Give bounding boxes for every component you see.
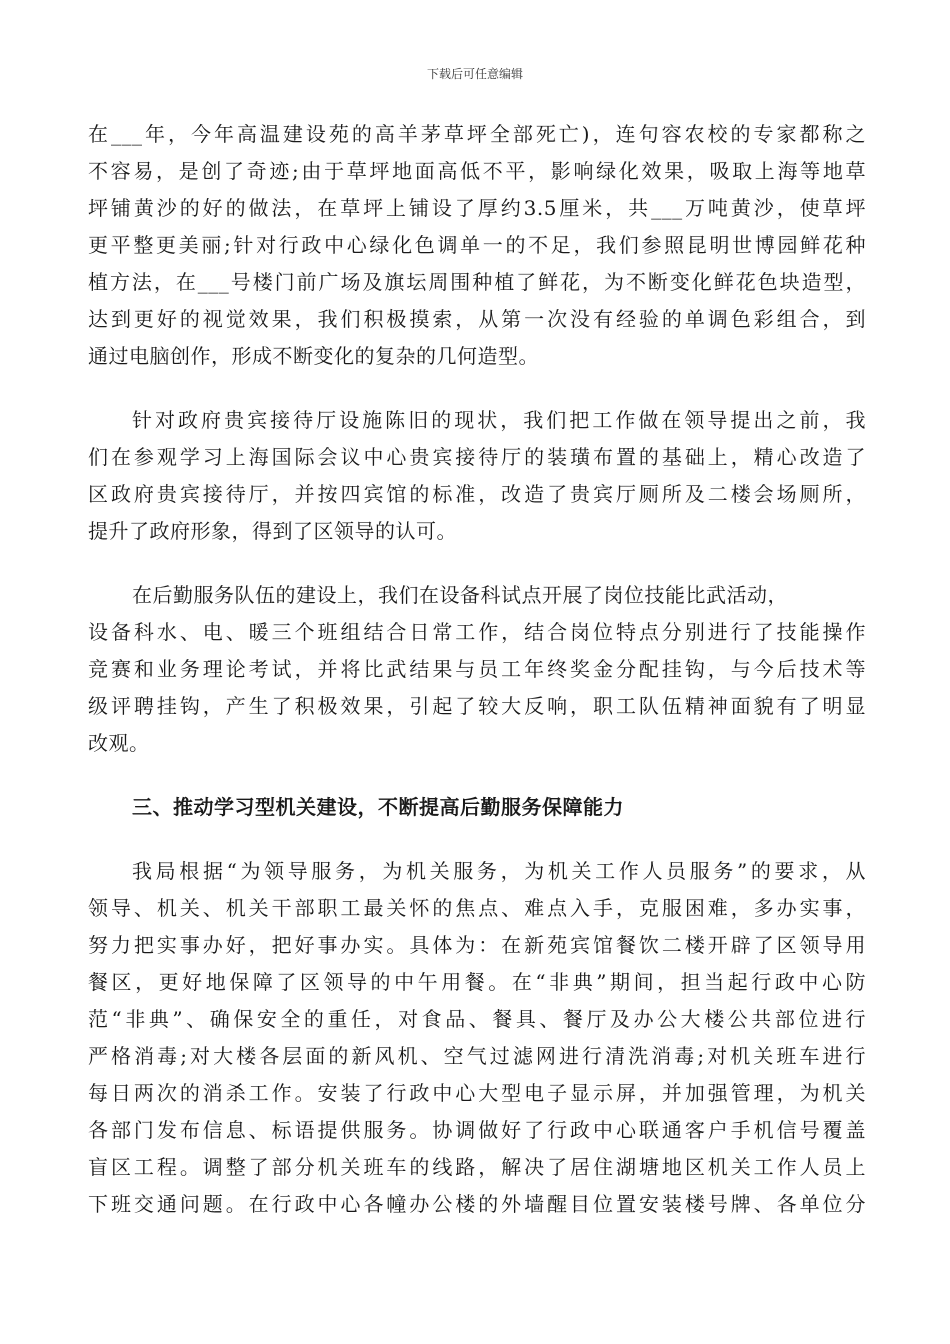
paragraph-2 <box>88 402 866 550</box>
text-line: 严格消毒;对大楼各层面的新风机、空气过滤网进行清洗消毒;对机关班车进行 <box>88 1044 866 1068</box>
text-line: 不容易，是创了奇迹;由于草坪地面高低不平，影响绿化效果，吸取上海等地草 <box>88 159 866 183</box>
paragraph-3 <box>88 577 866 762</box>
text-line: 针对政府贵宾接待厅设施陈旧的现状，我们把工作做在领导提出之前，我 <box>132 408 866 432</box>
paragraph-4 <box>88 853 866 1223</box>
text-line: 盲区工程。调整了部分机关班车的线路，解决了居住湖塘地区机关工作人员上 <box>88 1155 866 1179</box>
section-heading: 三、推动学习型机关建设，不断提高后勤服务保障能力 <box>132 795 624 819</box>
text-line: 下班交通问题。在行政中心各幢办公楼的外墙醒目位置安装楼号牌、各单位分 <box>88 1192 866 1216</box>
text-line: 我局根据“为领导服务，为机关服务，为机关工作人员服务”的要求，从 <box>132 859 866 883</box>
text-line: 设备科水、电、暖三个班组结合日常工作，结合岗位特点分别进行了技能操作 <box>88 620 866 644</box>
text-line: 植方法，在___号楼门前广场及旗坛周围种植了鲜花，为不断变化鲜花色块造型， <box>88 270 866 294</box>
text-line: 各部门发布信息、标语提供服务。协调做好了行政中心联通客户手机信号覆盖 <box>88 1118 866 1142</box>
text-line: 区政府贵宾接待厅，并按四宾馆的标准，改造了贵宾厅厕所及二楼会场厕所， <box>88 482 866 506</box>
text-line: 改观。 <box>88 731 150 755</box>
text-line: 达到更好的视觉效果，我们积极摸索，从第一次没有经验的单调色彩组合，到 <box>88 307 866 331</box>
paragraph-1 <box>88 116 866 375</box>
text-line: 每日两次的消杀工作。安装了行政中心大型电子显示屏，并加强管理，为机关 <box>88 1081 866 1105</box>
text-line: 领导、机关、机关干部职工最关怀的焦点、难点入手，克服困难，多办实事， <box>88 896 866 920</box>
text-line: 更平整更美丽;针对行政中心绿化色调单一的不足，我们参照昆明世博园鲜花种 <box>88 233 866 257</box>
text-line: 范“非典”、确保安全的重任，对食品、餐具、餐厅及办公大楼公共部位进行 <box>88 1007 866 1031</box>
text-line: 提升了政府形象，得到了区领导的认可。 <box>88 519 457 543</box>
document-body <box>88 116 866 1223</box>
text-line: 在后勤服务队伍的建设上，我们在设备科试点开展了岗位技能比武活动， <box>132 583 788 607</box>
text-line: 竞赛和业务理论考试，并将比武结果与员工年终奖金分配挂钩，与今后技术等 <box>88 657 866 681</box>
text-line: 努力把实事办好，把好事办实。具体为：在新苑宾馆餐饮二楼开辟了区领导用 <box>88 933 866 957</box>
text-line: 在___年，今年高温建设苑的高羊茅草坪全部死亡)，连句容农校的专家都称之 <box>88 122 866 146</box>
page-header: 下载后可任意编辑 <box>426 67 523 81</box>
text-line: 通过电脑创作，形成不断变化的复杂的几何造型。 <box>88 344 539 368</box>
text-line: 餐区，更好地保障了区领导的中午用餐。在“非典”期间，担当起行政中心防 <box>88 970 866 994</box>
text-line: 级评聘挂钩，产生了积极效果，引起了较大反响，职工队伍精神面貌有了明显 <box>88 694 866 718</box>
text-line: 们在参观学习上海国际会议中心贵宾接待厅的装璜布置的基础上，精心改造了 <box>88 445 866 469</box>
text-line: 坪铺黄沙的好的做法，在草坪上铺设了厚约3.5厘米，共___万吨黄沙，使草坪 <box>88 196 866 220</box>
